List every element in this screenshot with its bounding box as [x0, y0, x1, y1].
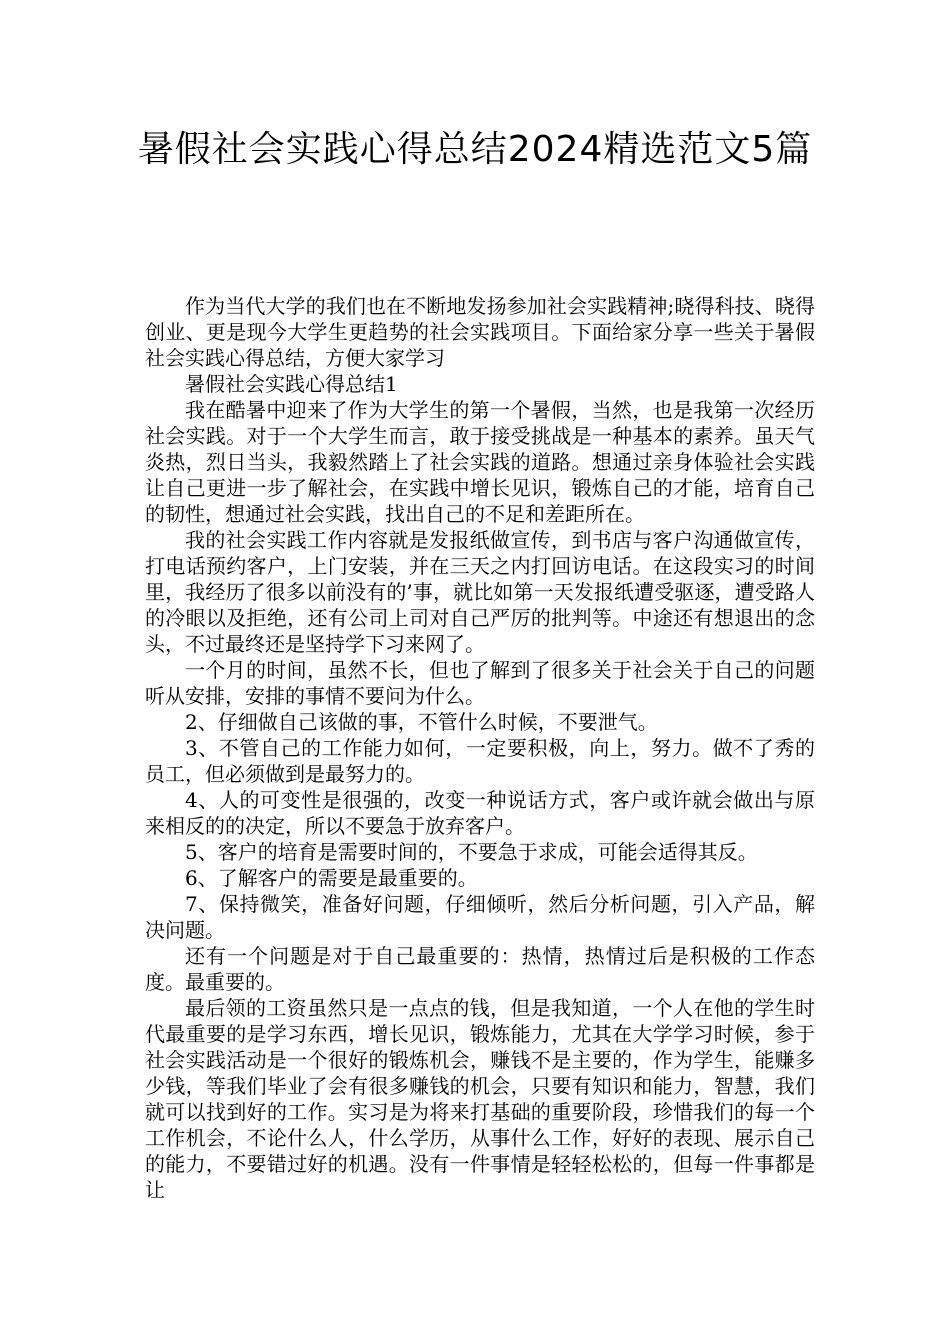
body-paragraph: 我在酷暑中迎来了作为大学生的第一个暑假，当然，也是我第一次经历社会实践。对于一个大学生而言，敢于接受挑战是一种基本的素养。虽天气炎热，烈日当头，我毅然踏上了社会实践的道路。想通过亲身体验社会实践让自己更进一步了解社会，在实践中增长见识，锻炼自己的才能，培育自己的韧性，想通过社会实践，找出自己的不足和差距所在。	[145, 398, 815, 526]
list-item: 3、不管自己的工作能力如何，一定要积极，向上，努力。做不了秀的员工，但必须做到是最努力的。	[145, 736, 815, 786]
list-item: 7、保持微笑，准备好问题，仔细倾听，然后分析问题，引入产品，解决问题。	[145, 892, 815, 942]
list-item: 2、仔细做自己该做的事，不管什么时候，不要泄气。	[185, 710, 658, 734]
list-item: 4、人的可变性是很强的，改变一种说话方式，客户或许就会做出与原来相反的的决定，所以不要急于放弃客户。	[145, 788, 815, 838]
list-item: 5、客户的培育是需要时间的，不要急于求成，可能会适得其反。	[185, 840, 758, 864]
body-paragraph: 一个月的时间，虽然不长，但也了解到了很多关于社会关于自己的问题听从安排，安排的事情不要问为什么。	[145, 658, 815, 708]
body-paragraph: 还有一个问题是对于自己最重要的：热情，热情过后是积极的工作态度。最重要的。	[145, 944, 815, 994]
document-body	[145, 293, 815, 1203]
section-heading: 暑假社会实践心得总结1	[185, 372, 398, 396]
body-paragraph: 我的社会实践工作内容就是发报纸做宣传，到书店与客户沟通做宣传，打电话预约客户，上门安装，并在三天之内打回访电话。在这段实习的时间里，我经历了很多以前没有的’事，就比如第一天发报纸遭受驱逐，遭受路人的冷眼以及拒绝，还有公司上司对自己严厉的批判等。中途还有想退出的念头，不过最终还是坚持学下习来网了。	[145, 528, 815, 656]
list-item: 6、了解客户的需要是最重要的。	[185, 866, 478, 890]
document-title: 暑假社会实践心得总结2024精选范文5篇	[137, 129, 813, 170]
intro-paragraph: 作为当代大学的我们也在不断地发扬参加社会实践精神;晓得科技、晓得创业、更是现今大学生更趋势的社会实践项目。下面给家分享一些关于暑假社会实践心得总结，方便大家学习	[145, 294, 815, 370]
body-paragraph: 最后领的工资虽然只是一点点的钱，但是我知道，一个人在他的学生时代最重要的是学习东西，增长见识，锻炼能力，尤其在大学学习时候，参于社会实践活动是一个很好的锻炼机会，赚钱不是主要的，作为学生，能赚多少钱，等我们毕业了会有很多赚钱的机会，只要有知识和能力，智慧，我们就可以找到好的工作。实习是为将来打基础的重要阶段，珍惜我们的每一个工作机会，不论什么人，什么学历，从事什么工作，好好的表现、展示自己的能力，不要错过好的机遇。没有一件事情是轻轻松松的，但每一件事都是让	[145, 996, 815, 1202]
